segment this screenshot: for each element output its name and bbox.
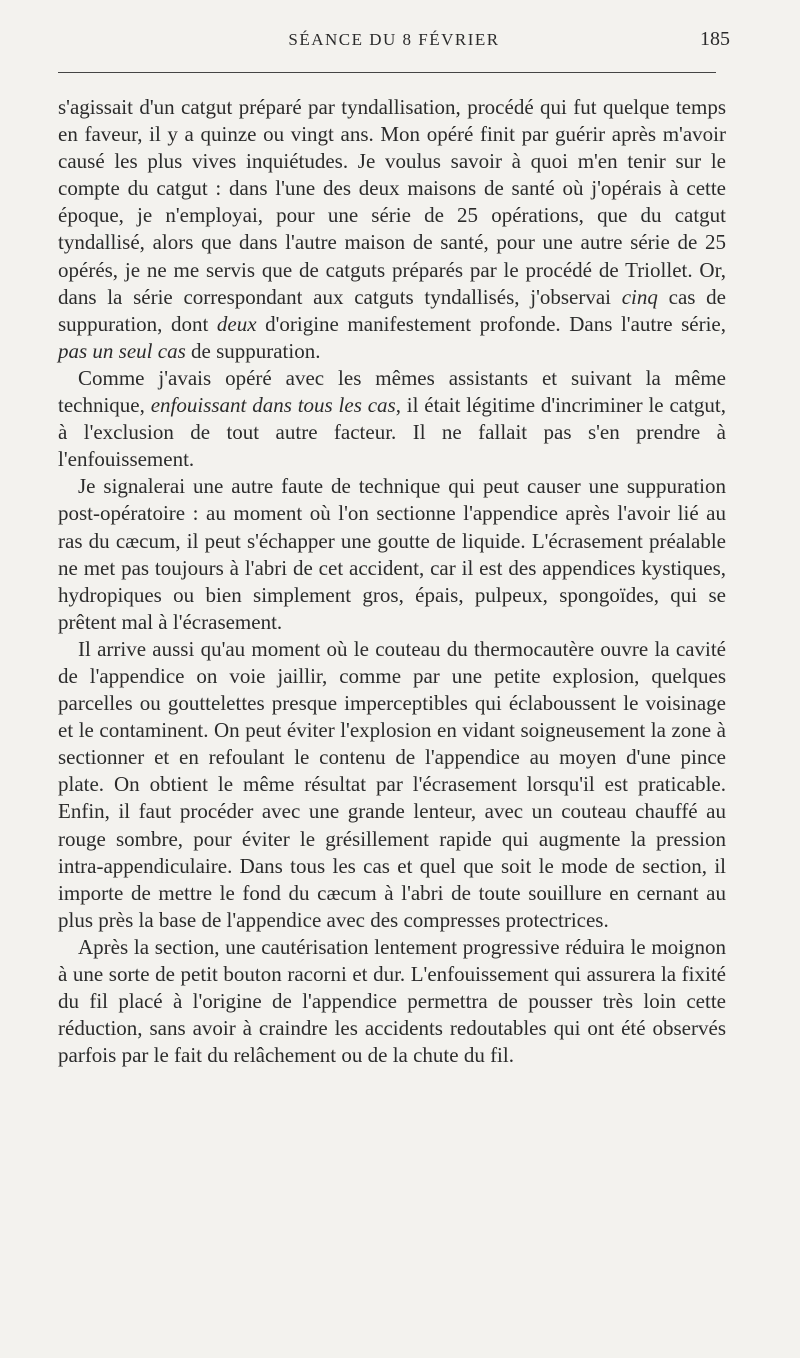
emphasis-deux: deux [216,311,257,336]
header-rule [58,72,716,73]
text-run: cas de suppuration, dont [58,284,726,336]
text-run: s'agissait d'un catgut préparé par tyndallisation, procédé qui fut quelque temps en faveur, il y a quinze ou vingt ans. Mon opéré finit par guérir après m'avoir causé les plus vives inquiétudes. Je voulus savoir à quoi m'en tenir sur le compte du catgut : dans l'une des deux maisons de santé où j'opérais à cette époque, je n'employai, pour une série de 25 opérations, que du catgut tyndallisé, alors que dans l'autre maison de santé, pour une autre série de 25 opérés, je ne me servis que de catguts préparés par le procédé de Triollet. Or, dans la série correspondant aux catguts tyndallisés, j'observai [58,95,726,309]
text-run: , il était légitime d'incriminer le catgut, à l'exclusion de tout autre facteur. Il ne fallait pas s'en prendre à l'enfouissement. [58,393,727,472]
body-text [58,94,726,1069]
text-run: de suppuration. [185,338,321,363]
paragraph-3: Je signalerai une autre faute de technique qui peut causer une suppuration post-opératoire : au moment où l'on sectionne l'appendice après l'avoir lié au ras du cæcum, il peut s'échapper une goutte de liquide. L'écrasement préalable ne met pas toujours à l'abri de cet accident, car il est des appendices kystiques, hydropiques ou bien simplement gros, épais, pulpeux, spongoïdes, qui se prêtent mal à l'écrasement. [58,474,726,634]
emphasis-enfouissant: enfouissant dans tous les cas [150,393,396,418]
page-header [58,30,730,60]
text-run: d'origine manifestement profonde. Dans l'autre série, [256,311,726,336]
page-number: 185 [700,28,730,50]
paragraph-1 [58,94,726,365]
running-title: SÉANCE DU 8 FÉVRIER [288,30,500,49]
emphasis-pas-un-seul-cas: pas un seul cas [58,338,186,363]
text-run: Comme j'avais opéré avec les mêmes assistants et suivant la même technique, [58,365,726,418]
emphasis-cinq: cinq [621,284,658,309]
paragraph-4: Il arrive aussi qu'au moment où le couteau du thermocautère ouvre la cavité de l'appendice on voie jaillir, comme par une petite explosion, quelques parcelles ou gouttelettes presque imperceptibles qui éclaboussent le voisinage et le contaminent. On peut éviter l'explosion en vidant soigneusement la zone à sectionner et en refoulant le contenu de l'appendice au moyen d'une pince plate. On obtient le même résultat par l'écrasement lorsqu'il est praticable. Enfin, il faut procéder avec une grande lenteur, avec un couteau chauffé au rouge sombre, pour éviter le grésillement rapide qui augmente la pression intra-appendiculaire. Dans tous les cas et quel que soit le mode de section, il importe de mettre le fond du cæcum à l'abri de toute souillure en cernant au plus près la base de l'appendice avec des compresses protectrices. [58,636,726,932]
paragraph-2 [58,365,726,473]
paragraph-5: Après la section, une cautérisation lentement progressive réduira le moignon à une sorte de petit bouton racorni et dur. L'enfouissement qui assurera la fixité du fil placé à l'origine de l'appendice permettra de pousser très loin cette réduction, sans avoir à craindre les accidents redoutables qui ont été observés parfois par le fait du relâchement ou de la chute du fil. [58,934,726,1068]
